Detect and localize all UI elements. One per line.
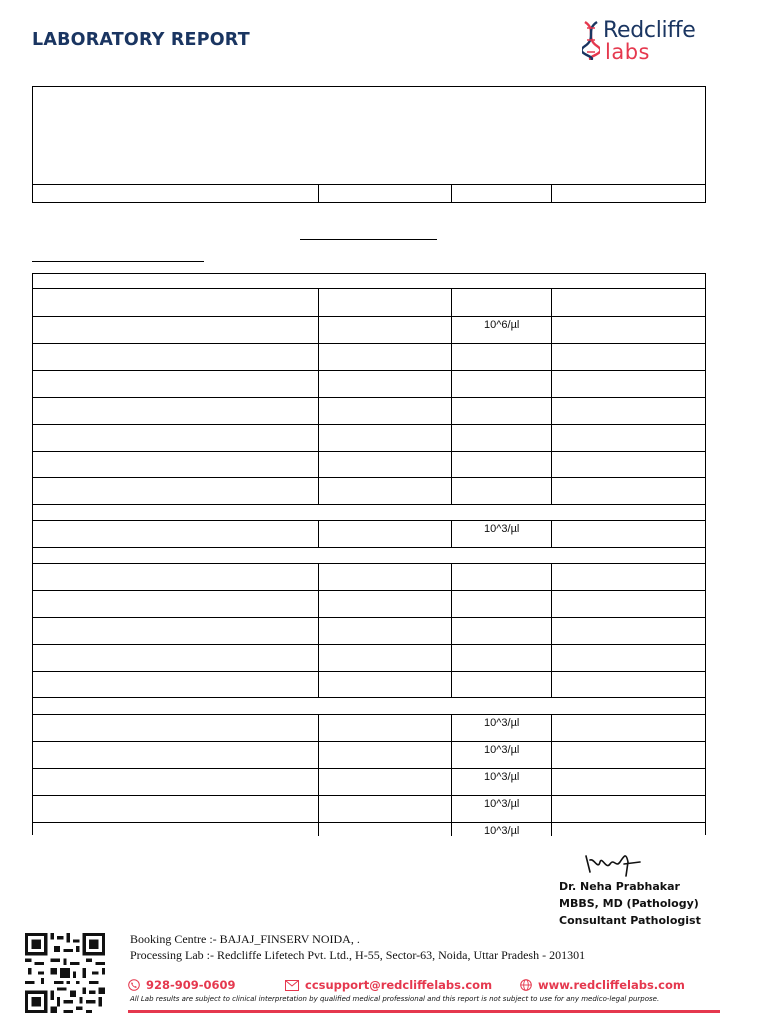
results-table xyxy=(32,273,706,835)
patient-info-row xyxy=(33,184,705,202)
column-divider xyxy=(551,520,552,547)
unit-cell: 10^6/µl xyxy=(484,319,520,331)
logo-name: Redcliffe xyxy=(603,18,696,43)
table-row xyxy=(33,714,705,715)
table-row xyxy=(33,504,705,505)
column-divider xyxy=(451,563,452,697)
table-row xyxy=(33,547,705,548)
table-row xyxy=(33,671,705,672)
divider xyxy=(451,185,452,202)
website-contact[interactable] xyxy=(520,978,685,992)
unit-cell: 10^3/µl xyxy=(484,771,520,783)
booking-centre: Booking Centre :- BAJAJ_FINSERV NOIDA, . xyxy=(130,932,360,946)
table-row xyxy=(33,451,705,452)
table-row xyxy=(33,288,705,289)
lab-location-block xyxy=(130,931,585,963)
divider xyxy=(551,185,552,202)
unit-cell: 10^3/µl xyxy=(484,744,520,756)
table-row xyxy=(33,370,705,371)
column-divider xyxy=(451,520,452,547)
phone-icon xyxy=(128,979,140,991)
column-divider xyxy=(551,714,552,836)
column-divider xyxy=(551,563,552,697)
table-row xyxy=(33,590,705,591)
divider xyxy=(318,185,319,202)
column-divider xyxy=(451,714,452,836)
globe-icon xyxy=(520,979,532,991)
table-row xyxy=(33,316,705,317)
unit-cell: 10^3/µl xyxy=(484,717,520,729)
column-divider xyxy=(551,288,552,504)
table-row xyxy=(33,520,705,521)
report-title: LABORATORY REPORT xyxy=(32,30,250,50)
footer-accent-rule xyxy=(128,1010,720,1013)
table-row xyxy=(33,768,705,769)
doctor-qualification: MBBS, MD (Pathology) xyxy=(559,897,699,910)
mail-icon xyxy=(285,980,299,991)
table-row xyxy=(33,741,705,742)
table-row xyxy=(33,822,705,823)
doctor-designation: Consultant Pathologist xyxy=(559,914,701,927)
legal-disclaimer: All Lab results are subject to clinical interpretation by qualified medical professional and this report is not subject to use for any medico-legal purpose. xyxy=(130,995,660,1003)
table-row xyxy=(33,343,705,344)
patient-info-box xyxy=(32,86,706,203)
section-heading-underline xyxy=(300,239,437,240)
processing-lab: Processing Lab :- Redcliffe Lifetech Pvt. Ltd., H-55, Sector-63, Noida, Uttar Pradesh - 201301 xyxy=(130,948,586,962)
website-url: www.redcliffelabs.com xyxy=(538,978,685,992)
column-divider xyxy=(318,714,319,836)
doctor-signature xyxy=(580,848,650,878)
table-row xyxy=(33,477,705,478)
table-row xyxy=(33,795,705,796)
unit-cell: 10^3/µl xyxy=(484,798,520,810)
table-row xyxy=(33,424,705,425)
subsection-heading-underline xyxy=(32,261,204,262)
unit-cell: 10^3/µl xyxy=(484,523,520,535)
table-row xyxy=(33,397,705,398)
table-row xyxy=(33,644,705,645)
table-row xyxy=(33,697,705,698)
signatory-block xyxy=(559,878,701,929)
table-row xyxy=(33,563,705,564)
email-contact[interactable] xyxy=(285,978,492,992)
column-divider xyxy=(318,288,319,504)
qr-code-icon xyxy=(25,933,105,1013)
dna-helix-icon xyxy=(582,20,600,60)
phone-contact[interactable] xyxy=(128,978,236,992)
column-divider xyxy=(451,288,452,504)
doctor-name: Dr. Neha Prabhakar xyxy=(559,880,680,893)
unit-cell: 10^3/µl xyxy=(484,825,520,837)
email-address: ccsupport@redcliffelabs.com xyxy=(305,978,493,992)
column-divider xyxy=(318,520,319,547)
logo-sub: labs xyxy=(605,40,650,64)
column-divider xyxy=(318,563,319,697)
redcliffe-logo xyxy=(582,18,722,66)
phone-number: 928-909-0609 xyxy=(146,978,236,992)
table-row xyxy=(33,617,705,618)
